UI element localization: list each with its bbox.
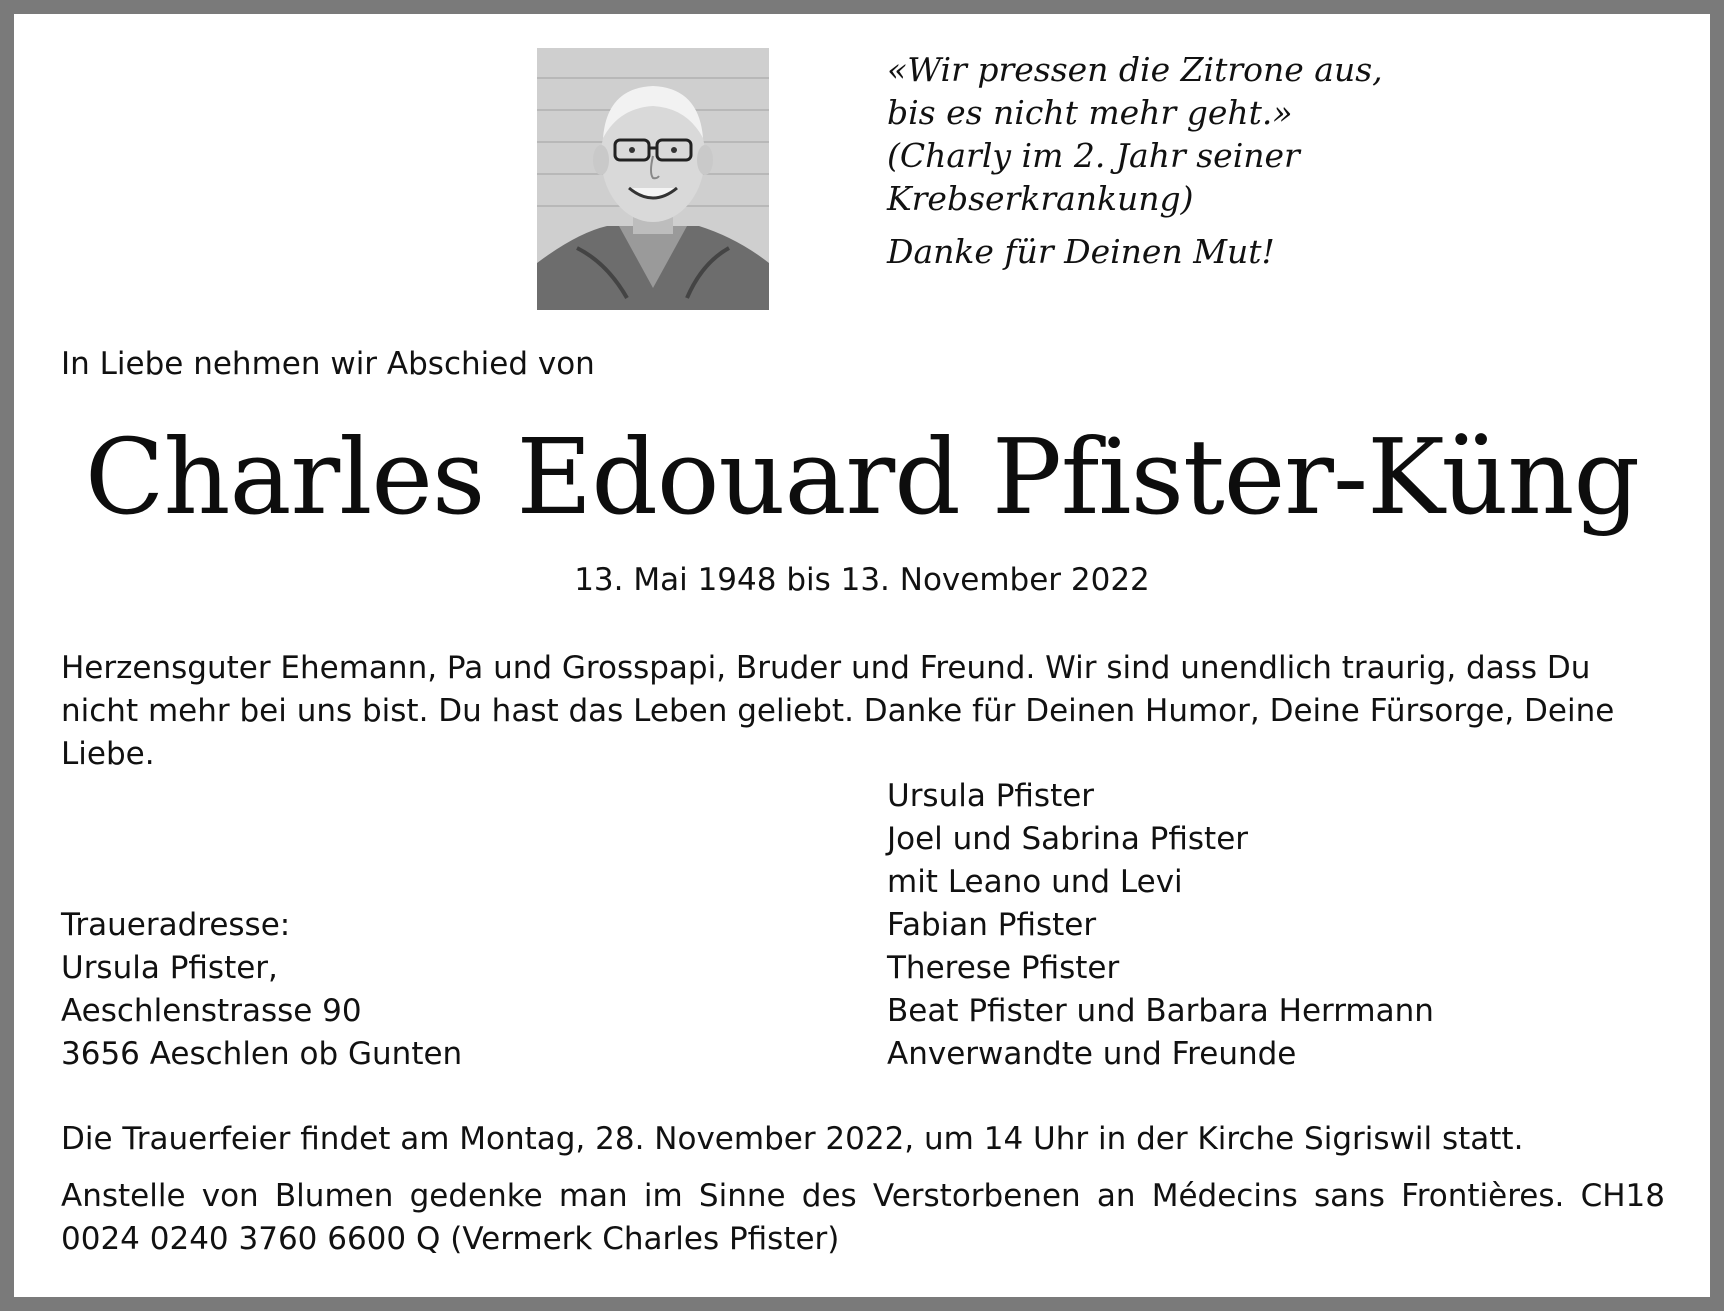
funeral-service-info: Die Trauerfeier findet am Montag, 28. November 2022, um 14 Uhr in der Kirche Sigriswil statt.: [61, 1121, 1524, 1157]
mourner-name: Beat Pfister und Barbara Herrmann: [887, 993, 1434, 1029]
quote-thanks: Danke für Deinen Mut!: [887, 232, 1275, 271]
mourner-name: Joel und Sabrina Pfister: [887, 821, 1249, 857]
portrait-photo: [537, 48, 769, 310]
mourner-name: Ursula Pfister: [887, 778, 1095, 814]
mourner-name: Fabian Pfister: [887, 907, 1097, 943]
life-dates: 13. Mai 1948 bis 13. November 2022: [574, 562, 1150, 598]
tribute-text: Herzensguter Ehemann, Pa und Grosspapi, Bruder und Freund. Wir sind unendlich traurig, dass Du nicht mehr bei uns bist. Du hast das Leben geliebt. Danke für Deinen Humor, Deine Fürsorge, Deine Liebe.: [61, 650, 1615, 772]
intro-line: In Liebe nehmen wir Abschied von: [61, 346, 595, 382]
deceased-name: Charles Edouard Pfister-Küng: [84, 416, 1640, 538]
address-line: Ursula Pfister,: [61, 950, 278, 986]
mourner-name: mit Leano und Levi: [887, 864, 1183, 900]
quote-block: [887, 48, 1427, 273]
quote-text: «Wir pressen die Zitrone aus, bis es nicht mehr geht.» (Charly im 2. Jahr seiner Krebserkrankung): [887, 50, 1383, 218]
mourner-name: Therese Pfister: [887, 950, 1120, 986]
mourners-list: [887, 775, 1434, 1076]
donation-info: Anstelle von Blumen gedenke man im Sinne des Verstorbenen an Médecins sans Frontières. CH18 0024 0240 3760 6600 Q (Vermerk Charles Pfister): [61, 1178, 1665, 1257]
address-line: Aeschlenstrasse 90: [61, 993, 362, 1029]
portrait-illustration: [537, 48, 769, 310]
mourner-name: Anverwandte und Freunde: [887, 1036, 1297, 1072]
address-label: Traueradresse:: [61, 907, 291, 943]
mourning-address: [61, 904, 462, 1076]
address-line: 3656 Aeschlen ob Gunten: [61, 1036, 463, 1072]
